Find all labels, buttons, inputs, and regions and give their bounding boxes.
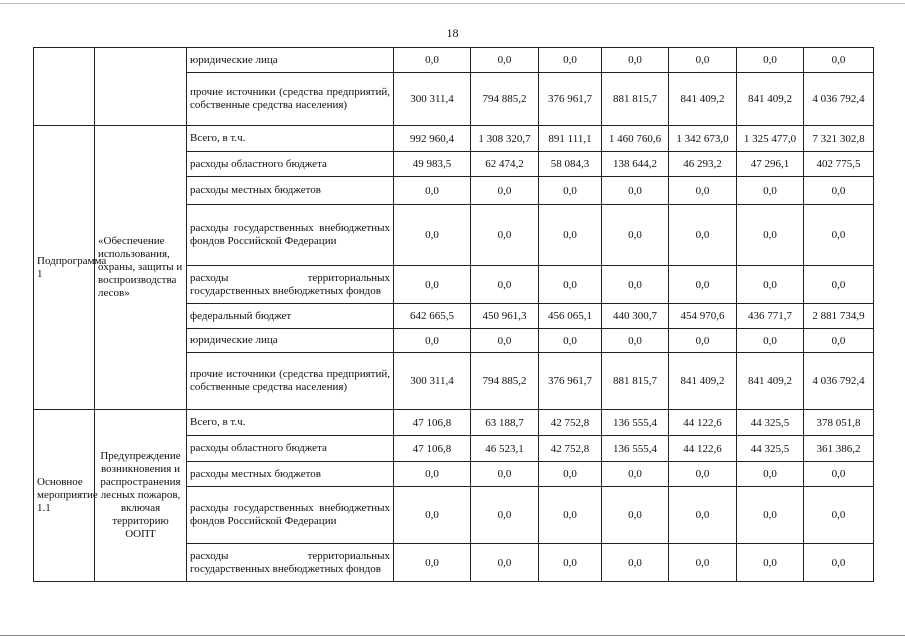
value-cell: 0,0 bbox=[602, 487, 669, 544]
value-cell: 0,0 bbox=[602, 462, 669, 487]
value-cell: 0,0 bbox=[539, 266, 602, 304]
value-cell: 136 555,4 bbox=[602, 436, 669, 462]
value-cell: 0,0 bbox=[804, 329, 874, 353]
value-cell: 0,0 bbox=[394, 487, 471, 544]
value-cell: 0,0 bbox=[804, 205, 874, 266]
value-cell: 47 296,1 bbox=[737, 152, 804, 177]
value-cell: 4 036 792,4 bbox=[804, 353, 874, 410]
value-cell: 138 644,2 bbox=[602, 152, 669, 177]
value-cell: 0,0 bbox=[471, 205, 539, 266]
value-cell: 0,0 bbox=[737, 177, 804, 205]
value-cell: 300 311,4 bbox=[394, 73, 471, 126]
value-cell: 47 106,8 bbox=[394, 436, 471, 462]
value-cell: 0,0 bbox=[669, 544, 737, 582]
value-cell: 49 983,5 bbox=[394, 152, 471, 177]
value-cell: 0,0 bbox=[804, 177, 874, 205]
value-cell: 376 961,7 bbox=[539, 353, 602, 410]
value-cell: 0,0 bbox=[737, 329, 804, 353]
value-cell: 44 325,5 bbox=[737, 436, 804, 462]
table-row bbox=[34, 48, 874, 73]
value-cell: 44 122,6 bbox=[669, 436, 737, 462]
value-cell: 450 961,3 bbox=[471, 304, 539, 329]
value-cell: 0,0 bbox=[602, 266, 669, 304]
value-cell: 376 961,7 bbox=[539, 73, 602, 126]
value-cell: 0,0 bbox=[602, 544, 669, 582]
value-cell: 0,0 bbox=[737, 266, 804, 304]
value-cell: 42 752,8 bbox=[539, 436, 602, 462]
value-cell: 881 815,7 bbox=[602, 353, 669, 410]
funding-source-cell: юридические лица bbox=[187, 48, 394, 73]
value-cell: 0,0 bbox=[804, 462, 874, 487]
value-cell: 0,0 bbox=[539, 462, 602, 487]
value-cell: 0,0 bbox=[602, 329, 669, 353]
value-cell: 0,0 bbox=[602, 177, 669, 205]
value-cell: 0,0 bbox=[737, 205, 804, 266]
funding-source-cell: прочие источники (средства предприятий, собственные средства населения) bbox=[187, 353, 394, 410]
value-cell: 361 386,2 bbox=[804, 436, 874, 462]
value-cell: 1 308 320,7 bbox=[471, 126, 539, 152]
value-cell: 0,0 bbox=[394, 177, 471, 205]
value-cell: 44 122,6 bbox=[669, 410, 737, 436]
value-cell: 841 409,2 bbox=[669, 353, 737, 410]
value-cell: 0,0 bbox=[394, 329, 471, 353]
value-cell: 454 970,6 bbox=[669, 304, 737, 329]
value-cell: 4 036 792,4 bbox=[804, 73, 874, 126]
value-cell: 0,0 bbox=[471, 329, 539, 353]
activity-code-cell: Основное мероприятие 1.1 bbox=[34, 410, 95, 582]
value-cell: 794 885,2 bbox=[471, 353, 539, 410]
value-cell: 0,0 bbox=[539, 544, 602, 582]
value-cell: 0,0 bbox=[669, 177, 737, 205]
value-cell: 841 409,2 bbox=[737, 73, 804, 126]
value-cell: 47 106,8 bbox=[394, 410, 471, 436]
value-cell: 0,0 bbox=[394, 205, 471, 266]
value-cell: 0,0 bbox=[669, 205, 737, 266]
funding-source-cell: федеральный бюджет bbox=[187, 304, 394, 329]
funding-source-cell: Всего, в т.ч. bbox=[187, 410, 394, 436]
value-cell: 436 771,7 bbox=[737, 304, 804, 329]
value-cell: 0,0 bbox=[669, 48, 737, 73]
value-cell: 63 188,7 bbox=[471, 410, 539, 436]
value-cell: 0,0 bbox=[539, 329, 602, 353]
table-row bbox=[34, 126, 874, 152]
value-cell: 0,0 bbox=[669, 462, 737, 487]
value-cell: 0,0 bbox=[669, 266, 737, 304]
value-cell: 0,0 bbox=[602, 48, 669, 73]
value-cell: 0,0 bbox=[804, 487, 874, 544]
value-cell: 62 474,2 bbox=[471, 152, 539, 177]
value-cell: 44 325,5 bbox=[737, 410, 804, 436]
value-cell: 1 325 477,0 bbox=[737, 126, 804, 152]
activity-code-cell bbox=[34, 48, 95, 126]
funding-source-cell: расходы областного бюджета bbox=[187, 436, 394, 462]
activity-name-cell: «Обеспечение использования, охраны, защиты и воспроизводства лесов» bbox=[95, 126, 187, 410]
value-cell: 46 523,1 bbox=[471, 436, 539, 462]
value-cell: 1 460 760,6 bbox=[602, 126, 669, 152]
funding-source-cell: прочие источники (средства предприятий, собственные средства населения) bbox=[187, 73, 394, 126]
value-cell: 0,0 bbox=[602, 205, 669, 266]
value-cell: 794 885,2 bbox=[471, 73, 539, 126]
page-number: 18 bbox=[446, 26, 459, 40]
value-cell: 0,0 bbox=[539, 205, 602, 266]
activity-name-cell: Предупреждение возникновения и распространения лесных пожаров, включая территорию ООПТ bbox=[95, 410, 187, 582]
value-cell: 2 881 734,9 bbox=[804, 304, 874, 329]
value-cell: 0,0 bbox=[737, 462, 804, 487]
value-cell: 7 321 302,8 bbox=[804, 126, 874, 152]
value-cell: 402 775,5 bbox=[804, 152, 874, 177]
funding-source-cell: расходы государственных внебюджетных фондов Российской Федерации bbox=[187, 487, 394, 544]
value-cell: 0,0 bbox=[471, 266, 539, 304]
value-cell: 642 665,5 bbox=[394, 304, 471, 329]
value-cell: 0,0 bbox=[804, 544, 874, 582]
budget-table bbox=[33, 47, 874, 582]
value-cell: 0,0 bbox=[539, 487, 602, 544]
funding-source-cell: расходы областного бюджета bbox=[187, 152, 394, 177]
value-cell: 0,0 bbox=[394, 462, 471, 487]
value-cell: 0,0 bbox=[471, 487, 539, 544]
value-cell: 58 084,3 bbox=[539, 152, 602, 177]
value-cell: 0,0 bbox=[669, 329, 737, 353]
funding-source-cell: расходы территориальных государственных внебюджетных фондов bbox=[187, 544, 394, 582]
funding-source-cell: Всего, в т.ч. bbox=[187, 126, 394, 152]
value-cell: 841 409,2 bbox=[669, 73, 737, 126]
activity-code-cell: Подпрограмма 1 bbox=[34, 126, 95, 410]
value-cell: 0,0 bbox=[394, 266, 471, 304]
value-cell: 0,0 bbox=[737, 48, 804, 73]
scan-edge-line-top bbox=[0, 3, 905, 4]
value-cell: 0,0 bbox=[471, 48, 539, 73]
value-cell: 0,0 bbox=[804, 266, 874, 304]
value-cell: 0,0 bbox=[471, 462, 539, 487]
value-cell: 0,0 bbox=[539, 177, 602, 205]
value-cell: 0,0 bbox=[737, 487, 804, 544]
value-cell: 891 111,1 bbox=[539, 126, 602, 152]
funding-source-cell: расходы государственных внебюджетных фондов Российской Федерации bbox=[187, 205, 394, 266]
value-cell: 456 065,1 bbox=[539, 304, 602, 329]
value-cell: 0,0 bbox=[471, 177, 539, 205]
value-cell: 440 300,7 bbox=[602, 304, 669, 329]
value-cell: 0,0 bbox=[737, 544, 804, 582]
value-cell: 0,0 bbox=[669, 487, 737, 544]
scan-edge-line-bottom bbox=[0, 635, 905, 636]
value-cell: 378 051,8 bbox=[804, 410, 874, 436]
value-cell: 841 409,2 bbox=[737, 353, 804, 410]
value-cell: 0,0 bbox=[804, 48, 874, 73]
value-cell: 136 555,4 bbox=[602, 410, 669, 436]
value-cell: 42 752,8 bbox=[539, 410, 602, 436]
funding-source-cell: расходы местных бюджетов bbox=[187, 462, 394, 487]
value-cell: 300 311,4 bbox=[394, 353, 471, 410]
value-cell: 46 293,2 bbox=[669, 152, 737, 177]
funding-source-cell: юридические лица bbox=[187, 329, 394, 353]
value-cell: 1 342 673,0 bbox=[669, 126, 737, 152]
value-cell: 0,0 bbox=[394, 544, 471, 582]
funding-source-cell: расходы местных бюджетов bbox=[187, 177, 394, 205]
activity-name-cell bbox=[95, 48, 187, 126]
value-cell: 0,0 bbox=[539, 48, 602, 73]
value-cell: 881 815,7 bbox=[602, 73, 669, 126]
value-cell: 0,0 bbox=[471, 544, 539, 582]
value-cell: 0,0 bbox=[394, 48, 471, 73]
funding-source-cell: расходы территориальных государственных внебюджетных фондов bbox=[187, 266, 394, 304]
table-row bbox=[34, 410, 874, 436]
value-cell: 992 960,4 bbox=[394, 126, 471, 152]
